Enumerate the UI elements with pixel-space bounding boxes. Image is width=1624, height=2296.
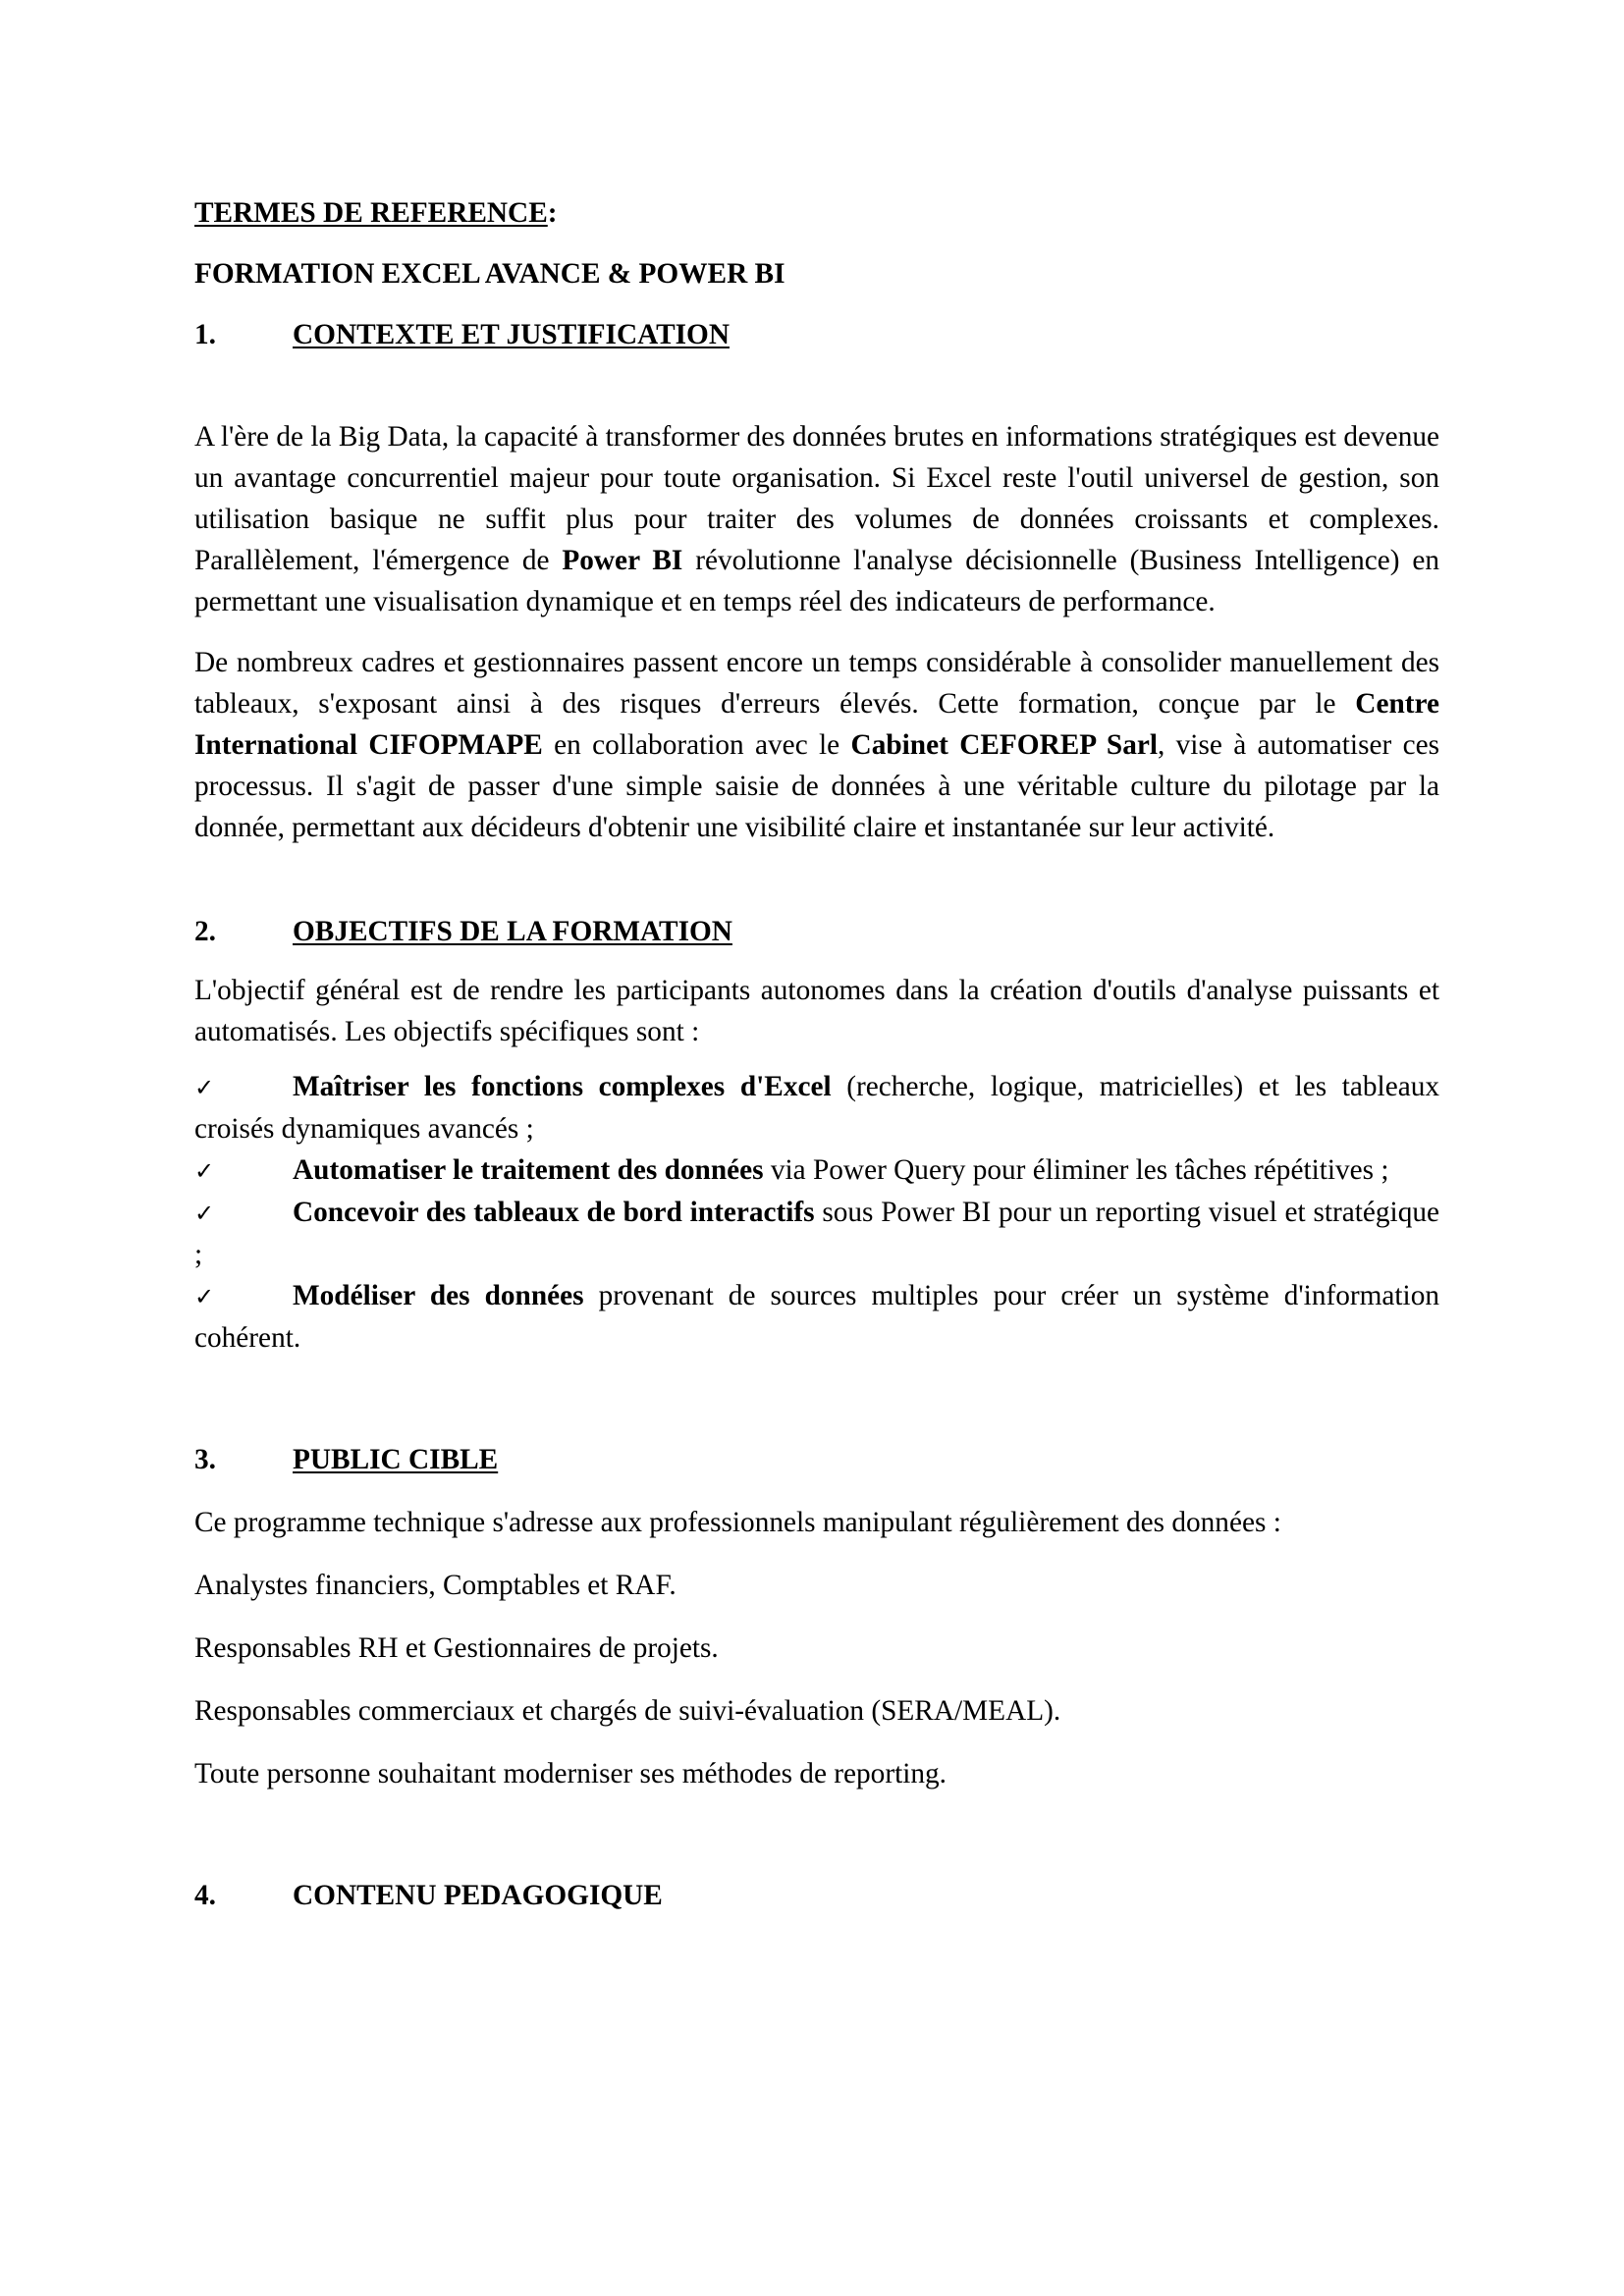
text-run: en collaboration avec le: [542, 729, 851, 761]
section-number: 1.: [194, 319, 216, 350]
objective-item: [194, 1149, 1439, 1192]
objective-text: sous Power BI pour un reporting visuel et stratégique ;: [194, 1197, 1439, 1270]
section-number: 4.: [194, 1880, 216, 1911]
objectives-list: [194, 1066, 1439, 1359]
text-run: , vise à automatiser ces processus. Il s'agit de passer d'une simple saisie de données à une véritable culture du pilotage par la donnée, permettant aux décideurs d'obtenir une visibilité claire et instantanée sur leur activité.: [194, 729, 1439, 843]
audience-item: Toute personne souhaitant moderniser ses méthodes de reporting.: [194, 1758, 947, 1789]
bold-text-run: Power BI: [562, 545, 683, 576]
audience-item: Responsables commerciaux et chargés de suivi-évaluation (SERA/MEAL).: [194, 1695, 1061, 1727]
section-number: 2.: [194, 916, 216, 947]
section-4-heading: [194, 1875, 1439, 1916]
audience-item: Responsables RH et Gestionnaires de projets.: [194, 1632, 719, 1664]
objectives-intro: L'objectif général est de rendre les participants autonomes dans la création d'outils d'analyse puissants et automatisés. Les objectifs spécifiques sont :: [194, 975, 1439, 1047]
section-1-heading: [194, 314, 1439, 355]
objective-item: [194, 1275, 1439, 1359]
bold-text-run: Cabinet CEFOREP Sarl: [850, 729, 1158, 761]
objective-text: via Power Query pour éliminer les tâches répétitives ;: [763, 1154, 1389, 1186]
text-run: De nombreux cadres et gestionnaires passent encore un temps considérable à consolider manuellement des tableaux, s'exposant ainsi à des risques d'erreurs élevés. Cette formation, conçue par le: [194, 647, 1439, 720]
document-title: [194, 192, 1439, 234]
document-page: [194, 192, 1439, 1916]
context-paragraph-2: [194, 642, 1439, 848]
objective-item: [194, 1192, 1439, 1275]
text-run: A l'ère de la Big Data, la capacité à transformer des données brutes en informations stratégiques est devenue un avantage concurrentiel majeur pour toute organisation. Si Excel reste l'outil universel de gestion, son utilisation basique ne suffit plus pour traiter des volumes de données croissants et complexes. Parallèlement, l'émergence de: [194, 421, 1439, 576]
bold-text-run: Centre International CIFOPMAPE: [194, 688, 1439, 761]
objective-bold: Modéliser des données: [293, 1280, 584, 1311]
checkmark-icon: ✓: [194, 1157, 215, 1185]
audience-intro: Ce programme technique s'adresse aux professionnels manipulant régulièrement des données :: [194, 1507, 1281, 1538]
objective-item: [194, 1066, 1439, 1149]
checkmark-icon: ✓: [194, 1283, 215, 1310]
section-2-heading: [194, 911, 1439, 952]
checkmark-icon: ✓: [194, 1074, 215, 1101]
title-suffix: :: [547, 197, 558, 229]
objective-text: (recherche, logique, matricielles) et les tableaux croisés dynamiques avancés ;: [194, 1071, 1439, 1145]
document-subtitle: FORMATION EXCEL AVANCE & POWER BI: [194, 258, 785, 290]
section-title: CONTENU PEDAGOGIQUE: [293, 1880, 663, 1911]
objective-bold: Concevoir des tableaux de bord interactifs: [293, 1197, 815, 1228]
objective-bold: Automatiser le traitement des données: [293, 1154, 764, 1186]
title-text: TERMES DE REFERENCE: [194, 197, 548, 229]
context-paragraph-1: [194, 416, 1439, 622]
text-run: révolutionne l'analyse décisionnelle (Business Intelligence) en permettant une visualisation dynamique et en temps réel des indicateurs de performance.: [194, 545, 1439, 617]
section-number: 3.: [194, 1444, 216, 1475]
section-title: OBJECTIFS DE LA FORMATION: [293, 916, 732, 947]
section-title: CONTEXTE ET JUSTIFICATION: [293, 319, 730, 350]
objective-text: provenant de sources multiples pour créer un système d'information cohérent.: [194, 1280, 1439, 1354]
section-title: PUBLIC CIBLE: [293, 1444, 499, 1475]
section-3-heading: [194, 1439, 1439, 1480]
audience-item: Analystes financiers, Comptables et RAF.: [194, 1570, 677, 1601]
checkmark-icon: ✓: [194, 1200, 215, 1227]
objective-bold: Maîtriser les fonctions complexes d'Excel: [293, 1071, 832, 1102]
